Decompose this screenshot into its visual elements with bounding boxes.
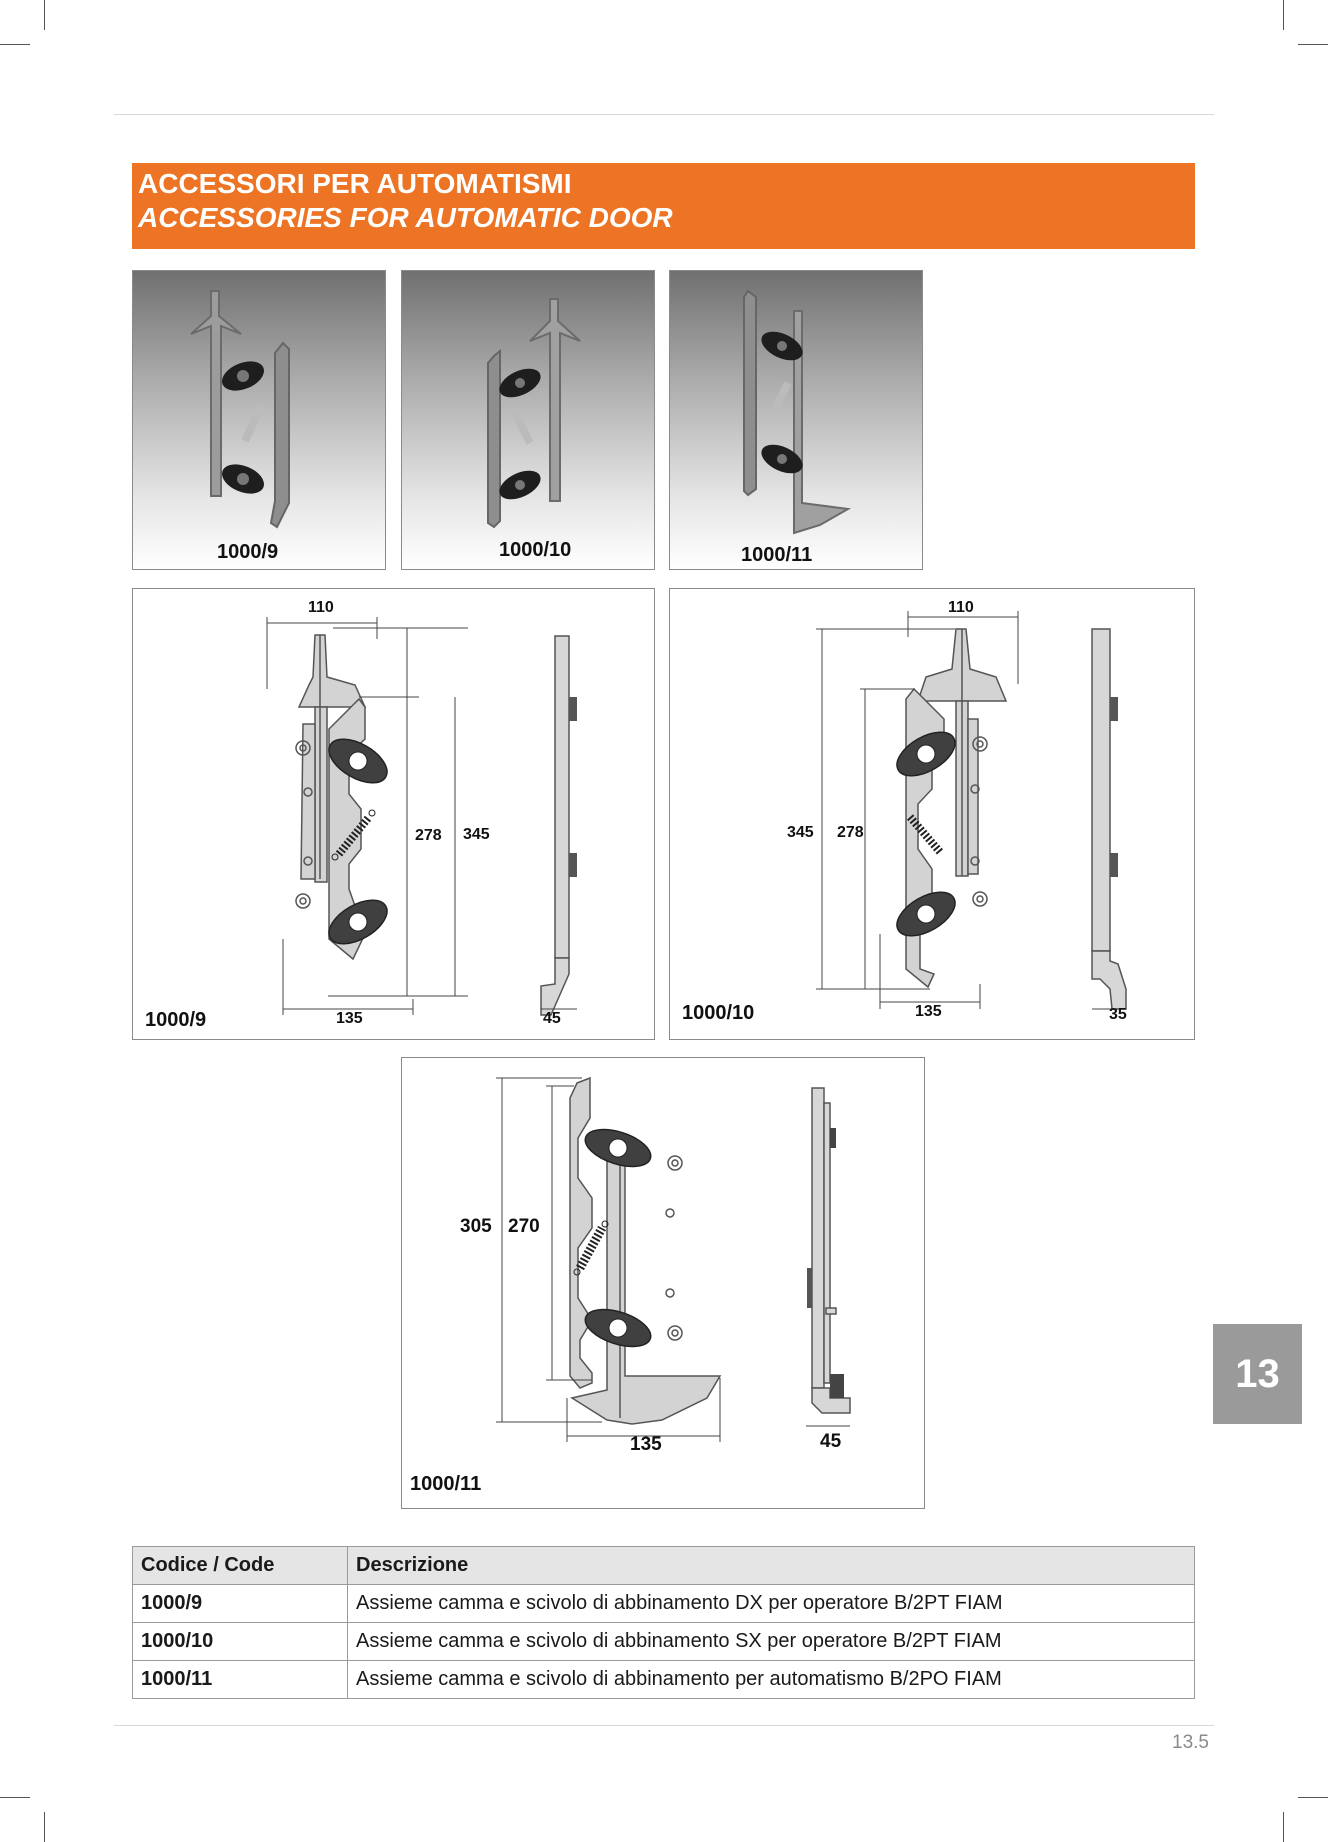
title-italian: ACCESSORI PER AUTOMATISMI <box>138 168 572 199</box>
drawing-caption: 1000/11 <box>410 1473 482 1495</box>
crop-mark <box>1298 44 1328 45</box>
dimension-height-outer: 305 <box>460 1216 492 1237</box>
cam-photo-illustration <box>133 271 387 571</box>
dimension-height-outer: 345 <box>787 824 814 841</box>
table-row <box>133 1661 1195 1699</box>
product-description: Assieme camma e scivolo di abbinamento SX per operatore B/2PT FIAM <box>348 1623 1195 1661</box>
technical-drawing-1000-11 <box>401 1057 925 1509</box>
technical-drawing-1000-10 <box>669 588 1195 1040</box>
crop-mark <box>0 1797 30 1798</box>
cam-drawing <box>402 1058 926 1510</box>
dimension-side-width: 35 <box>1109 1006 1127 1023</box>
section-banner <box>132 163 1195 249</box>
product-code: 1000/10 <box>133 1623 348 1661</box>
crop-mark <box>44 1812 45 1842</box>
drawing-caption: 1000/10 <box>682 1002 755 1024</box>
column-header-code: Codice / Code <box>133 1547 348 1585</box>
dimension-width-bottom: 135 <box>336 1010 363 1027</box>
drawing-caption: 1000/9 <box>145 1009 207 1031</box>
product-description: Assieme camma e scivolo di abbinamento DX per operatore B/2PT FIAM <box>348 1585 1195 1623</box>
product-description: Assieme camma e scivolo di abbinamento per automatismo B/2PO FIAM <box>348 1661 1195 1699</box>
product-code: 1000/9 <box>133 1585 348 1623</box>
product-code: 1000/11 <box>133 1661 348 1699</box>
crop-mark <box>1298 1797 1328 1798</box>
dimension-width-bottom: 135 <box>915 1003 942 1020</box>
technical-drawing-1000-9 <box>132 588 655 1040</box>
dimension-height-inner: 278 <box>415 827 442 844</box>
title-english: ACCESSORIES FOR AUTOMATIC DOOR <box>138 202 673 233</box>
crop-mark <box>0 44 30 45</box>
cam-drawing <box>670 589 1196 1041</box>
dimension-height-outer: 345 <box>463 826 490 843</box>
dimension-width-bottom: 135 <box>630 1434 662 1455</box>
photo-caption: 1000/10 <box>499 539 572 561</box>
table-row <box>133 1623 1195 1661</box>
section-tab: 13 <box>1213 1324 1302 1424</box>
cam-photo-illustration <box>670 271 924 571</box>
photo-caption: 1000/11 <box>741 544 813 566</box>
table-row <box>133 1585 1195 1623</box>
table-header-row <box>133 1547 1195 1585</box>
dimension-side-width: 45 <box>820 1431 842 1452</box>
bottom-rule <box>114 1725 1214 1726</box>
crop-mark <box>1283 1812 1284 1842</box>
product-photo-1000-9 <box>132 270 386 570</box>
cam-photo-illustration <box>402 271 656 571</box>
product-photo-1000-10 <box>401 270 655 570</box>
dimension-width-top: 110 <box>948 599 974 616</box>
product-photo-1000-11 <box>669 270 923 570</box>
photo-caption: 1000/9 <box>217 541 279 563</box>
crop-mark <box>1283 0 1284 30</box>
product-table <box>132 1546 1195 1699</box>
dimension-side-width: 45 <box>543 1010 561 1027</box>
page-number: 13.5 <box>1172 1732 1209 1753</box>
dimension-height-inner: 278 <box>837 824 864 841</box>
column-header-description: Descrizione <box>348 1547 1195 1585</box>
dimension-height-inner: 270 <box>508 1216 540 1237</box>
cam-drawing <box>133 589 656 1041</box>
dimension-width-top: 110 <box>308 599 334 616</box>
crop-mark <box>44 0 45 30</box>
top-rule <box>114 114 1214 115</box>
